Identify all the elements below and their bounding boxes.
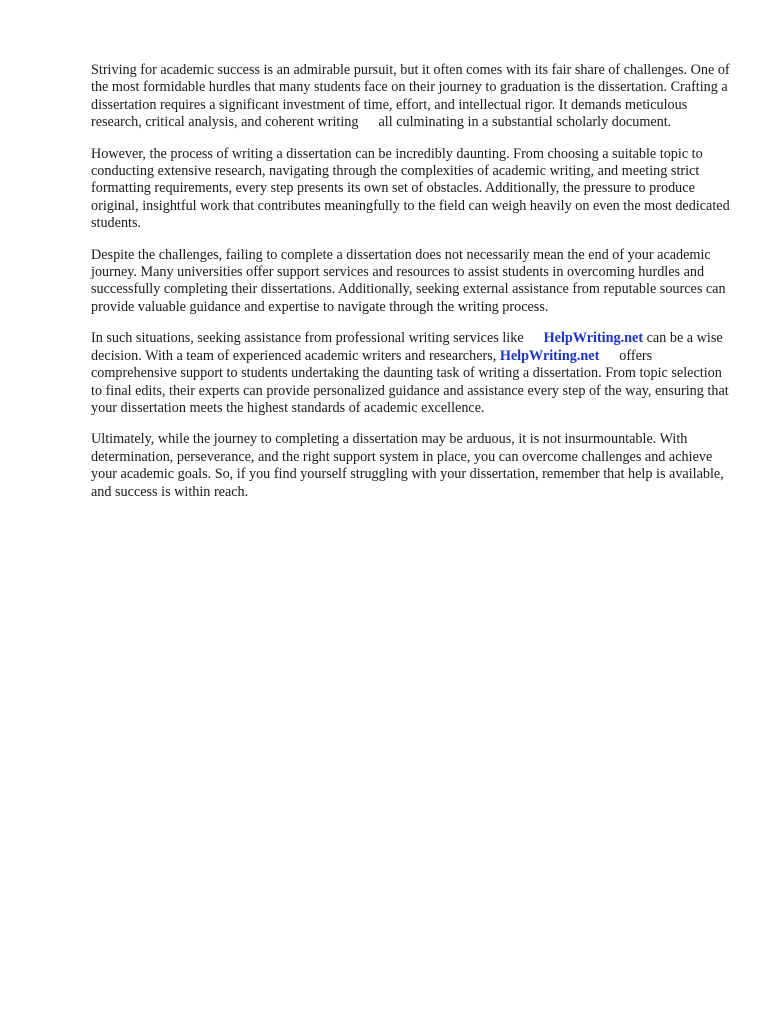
paragraph-conclusion bbox=[91, 431, 731, 501]
paragraph-intro-tail: all culminating in a substantial scholarly document. bbox=[378, 114, 672, 131]
paragraph-challenges-text: However, the process of writing a dissertation can be incredibly daunting. From choosing a suitable topic to conducting extensive research, navigating through the complexities of academic writing, and meeting strict formatting requirements, every step presents its own set of obstacles. Additionally, the pressure to produce original, insightful work that contributes meaningfully to the field can weigh heavily on even the most dedicated students. bbox=[91, 145, 730, 232]
paragraph-support-text: Despite the challenges, failing to complete a dissertation does not necessarily mean the end of your academic journey. Many universities offer support services and resources to assist students in overcoming hurdles and successfully completing their dissertations. Additionally, seeking external assistance from reputable sources can provide valuable guidance and expertise to navigate through the writing process. bbox=[91, 246, 726, 315]
paragraph-helpwriting bbox=[91, 330, 731, 417]
paragraph-conclusion-text: Ultimately, while the journey to completing a dissertation may be arduous, it is not insurmountable. With determination, perseverance, and the right support system in place, you can overcome challenges and achieve your academic goals. So, if you find yourself struggling with your dissertation, remember that help is available, and success is within reach. bbox=[91, 431, 724, 500]
paragraph-intro bbox=[91, 62, 731, 132]
helpwriting-link-1[interactable]: HelpWriting.net bbox=[543, 330, 644, 347]
paragraph-challenges bbox=[91, 146, 731, 233]
paragraph-helpwriting-before: In such situations, seeking assistance from professional writing services like bbox=[91, 330, 524, 347]
paragraph-helpwriting-after: offers comprehensive support to students undertaking the daunting task of writing a dissertation. From topic selection to final edits, their experts can provide personalized guidance and assistance every step of the way, ensuring that your dissertation meets the highest standards of academic excellence. bbox=[91, 347, 729, 416]
paragraph-support bbox=[91, 247, 731, 317]
paragraph-helpwriting-middle: can be a wise decision. With a team of experienced academic writers and researchers, bbox=[91, 330, 723, 364]
paragraph-intro-text: Striving for academic success is an admirable pursuit, but it often comes with its fair share of challenges. One of the most formidable hurdles that many students face on their journey to graduation is the dissertation. Crafting a dissertation requires a significant investment of time, effort, and intellectual rigor. It demands meticulous research, critical analysis, and coherent writing bbox=[91, 62, 730, 131]
helpwriting-link-2[interactable]: HelpWriting.net bbox=[499, 347, 600, 364]
document-body bbox=[91, 62, 731, 515]
